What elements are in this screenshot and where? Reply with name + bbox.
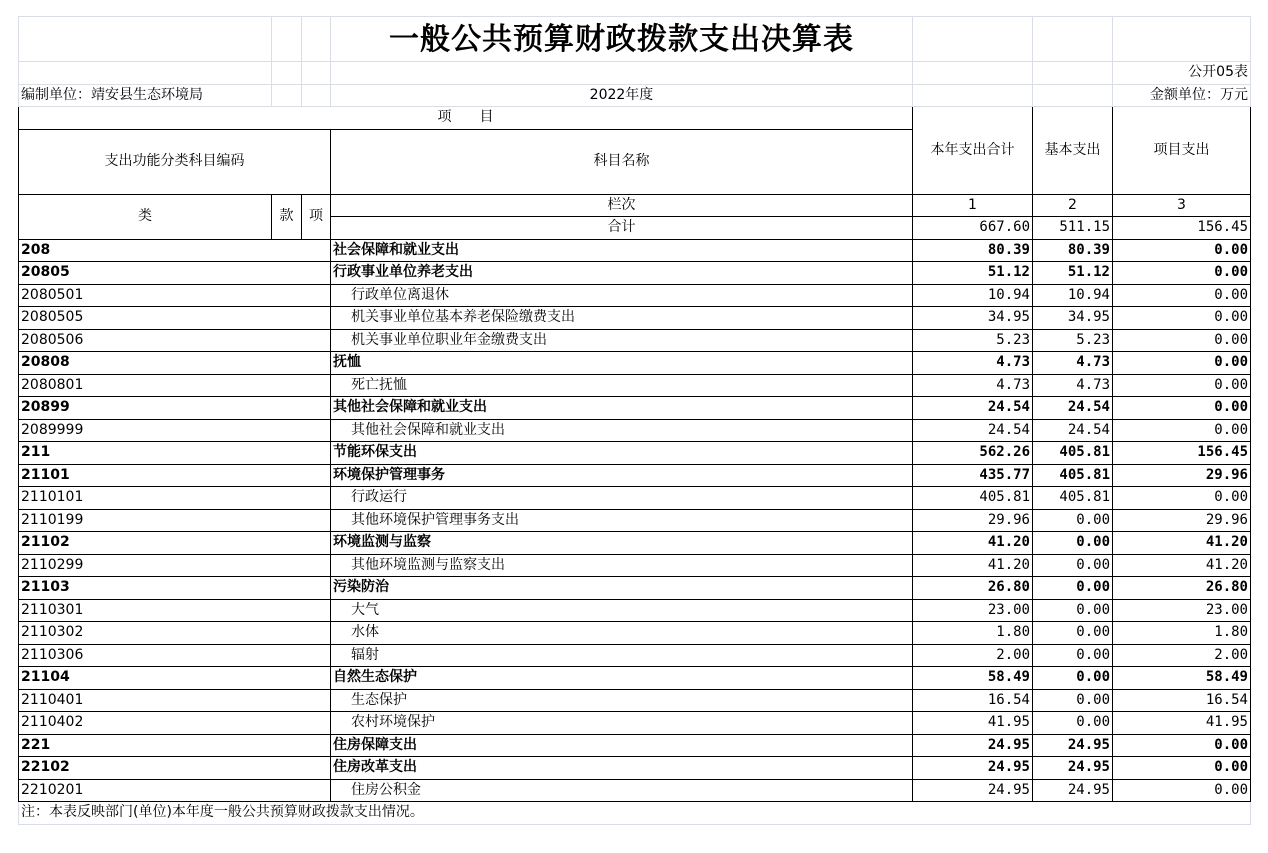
table-row [19,352,1251,375]
table-row [19,239,1251,262]
row-total: 24.95 [913,779,1033,802]
row-name: 生态保护 [331,689,913,712]
row-code: 2089999 [19,419,331,442]
table-row [19,464,1251,487]
row-name: 自然生态保护 [331,667,913,690]
row-total: 1.80 [913,622,1033,645]
row-code: 21103 [19,577,331,600]
row-basic: 0.00 [1033,577,1113,600]
row-basic: 405.81 [1033,442,1113,465]
row-code: 2110301 [19,599,331,622]
row-project: 0.00 [1113,262,1251,285]
row-basic: 0.00 [1033,532,1113,555]
table-row [19,262,1251,285]
row-name: 环境监测与监察 [331,532,913,555]
row-total: 16.54 [913,689,1033,712]
table-row [19,509,1251,532]
row-code: 2110302 [19,622,331,645]
row-code: 2110299 [19,554,331,577]
row-name: 节能环保支出 [331,442,913,465]
row-code: 2110402 [19,712,331,735]
table-row [19,779,1251,802]
row-total: 23.00 [913,599,1033,622]
header-col-project: 项目支出 [1113,107,1251,195]
table-code: 公开05表 [1113,62,1251,85]
blank-cell [913,17,1033,62]
row-total: 10.94 [913,284,1033,307]
row-project: 1.80 [1113,622,1251,645]
row-total: 435.77 [913,464,1033,487]
row-name: 农村环境保护 [331,712,913,735]
row-name: 社会保障和就业支出 [331,239,913,262]
table-row [19,307,1251,330]
row-code: 2110101 [19,487,331,510]
row-basic: 0.00 [1033,554,1113,577]
table-row [19,622,1251,645]
row-code: 2080506 [19,329,331,352]
row-total: 29.96 [913,509,1033,532]
header-index-2: 2 [1033,194,1113,217]
row-project: 29.96 [1113,464,1251,487]
row-project: 0.00 [1113,734,1251,757]
sum-total: 667.60 [913,217,1033,240]
row-name: 住房公积金 [331,779,913,802]
data-rows [19,239,1251,802]
header-lanci: 栏次 [331,194,913,217]
row-basic: 4.73 [1033,374,1113,397]
blank-cell [1033,17,1113,62]
table-row [19,734,1251,757]
row-total: 24.54 [913,397,1033,420]
row-basic: 405.81 [1033,487,1113,510]
row-code: 2080801 [19,374,331,397]
header-index-3: 3 [1113,194,1251,217]
row-basic: 0.00 [1033,712,1113,735]
row-project: 58.49 [1113,667,1251,690]
row-code: 211 [19,442,331,465]
row-project: 0.00 [1113,419,1251,442]
row-total: 4.73 [913,352,1033,375]
header-xiang: 项 [302,194,331,239]
table-row [19,667,1251,690]
row-name: 环境保护管理事务 [331,464,913,487]
table-row [19,644,1251,667]
row-code: 2080501 [19,284,331,307]
row-code: 21104 [19,667,331,690]
row-code: 2080505 [19,307,331,330]
table-row [19,599,1251,622]
row-total: 24.54 [913,419,1033,442]
row-basic: 4.73 [1033,352,1113,375]
table-row [19,487,1251,510]
row-project: 41.20 [1113,554,1251,577]
row-code: 20808 [19,352,331,375]
row-code: 21101 [19,464,331,487]
blank-cell [272,17,302,62]
table-row [19,757,1251,780]
row-project: 41.95 [1113,712,1251,735]
header-lei: 类 [19,194,272,239]
row-total: 41.20 [913,554,1033,577]
header-project: 项 目 [19,107,913,130]
header-index-1: 1 [913,194,1033,217]
table-row [19,419,1251,442]
row-code: 20805 [19,262,331,285]
page-title: 一般公共预算财政拨款支出决算表 [331,17,913,62]
row-project: 0.00 [1113,352,1251,375]
row-name: 死亡抚恤 [331,374,913,397]
row-basic: 405.81 [1033,464,1113,487]
table-row [19,397,1251,420]
row-project: 16.54 [1113,689,1251,712]
row-project: 41.20 [1113,532,1251,555]
row-project: 0.00 [1113,239,1251,262]
footnote: 注：本表反映部门(单位)本年度一般公共预算财政拨款支出情况。 [19,802,1251,825]
row-total: 41.20 [913,532,1033,555]
row-project: 23.00 [1113,599,1251,622]
row-basic: 34.95 [1033,307,1113,330]
row-code: 208 [19,239,331,262]
row-name: 行政单位离退休 [331,284,913,307]
table-row [19,374,1251,397]
budget-table [18,16,1251,825]
row-name: 行政事业单位养老支出 [331,262,913,285]
row-name: 污染防治 [331,577,913,600]
row-name: 水体 [331,622,913,645]
sum-label: 合计 [331,217,913,240]
row-project: 0.00 [1113,487,1251,510]
table-row [19,329,1251,352]
row-total: 24.95 [913,734,1033,757]
row-project: 29.96 [1113,509,1251,532]
row-basic: 24.95 [1033,734,1113,757]
row-name: 大气 [331,599,913,622]
row-total: 58.49 [913,667,1033,690]
row-basic: 5.23 [1033,329,1113,352]
row-basic: 51.12 [1033,262,1113,285]
row-code: 20899 [19,397,331,420]
row-basic: 0.00 [1033,509,1113,532]
row-project: 0.00 [1113,779,1251,802]
table-row [19,712,1251,735]
row-basic: 24.54 [1033,419,1113,442]
blank-cell [1113,17,1251,62]
row-basic: 0.00 [1033,599,1113,622]
row-code: 2110401 [19,689,331,712]
header-code-group: 支出功能分类科目编码 [19,129,331,194]
row-project: 0.00 [1113,329,1251,352]
row-basic: 0.00 [1033,667,1113,690]
row-total: 24.95 [913,757,1033,780]
sum-project: 156.45 [1113,217,1251,240]
row-project: 0.00 [1113,397,1251,420]
spreadsheet [18,16,1250,825]
row-code: 2210201 [19,779,331,802]
row-name: 住房保障支出 [331,734,913,757]
row-basic: 0.00 [1033,689,1113,712]
table-row [19,442,1251,465]
year-label: 2022年度 [331,84,913,107]
blank-cell [19,17,272,62]
row-project: 2.00 [1113,644,1251,667]
row-project: 0.00 [1113,307,1251,330]
row-basic: 80.39 [1033,239,1113,262]
table-row [19,577,1251,600]
row-basic: 24.95 [1033,779,1113,802]
row-code: 2110306 [19,644,331,667]
row-name: 住房改革支出 [331,757,913,780]
table-row [19,689,1251,712]
row-code: 221 [19,734,331,757]
row-total: 26.80 [913,577,1033,600]
unit-label: 编制单位：靖安县生态环境局 [19,84,272,107]
row-name: 其他环境监测与监察支出 [331,554,913,577]
row-name: 辐射 [331,644,913,667]
row-total: 405.81 [913,487,1033,510]
row-project: 156.45 [1113,442,1251,465]
row-name: 其他社会保障和就业支出 [331,419,913,442]
row-name: 抚恤 [331,352,913,375]
row-project: 0.00 [1113,374,1251,397]
row-project: 26.80 [1113,577,1251,600]
amount-unit: 金额单位：万元 [1113,84,1251,107]
row-name: 其他环境保护管理事务支出 [331,509,913,532]
row-total: 562.26 [913,442,1033,465]
header-name: 科目名称 [331,129,913,194]
row-basic: 10.94 [1033,284,1113,307]
row-project: 0.00 [1113,757,1251,780]
row-basic: 0.00 [1033,622,1113,645]
row-total: 80.39 [913,239,1033,262]
sum-basic: 511.15 [1033,217,1113,240]
header-col-basic: 基本支出 [1033,107,1113,195]
table-row [19,532,1251,555]
row-basic: 0.00 [1033,644,1113,667]
row-total: 5.23 [913,329,1033,352]
blank-cell [302,17,331,62]
row-basic: 24.54 [1033,397,1113,420]
row-total: 2.00 [913,644,1033,667]
table-row [19,554,1251,577]
header-kuan: 款 [272,194,302,239]
row-total: 41.95 [913,712,1033,735]
row-name: 行政运行 [331,487,913,510]
row-total: 51.12 [913,262,1033,285]
row-total: 34.95 [913,307,1033,330]
header-col-total: 本年支出合计 [913,107,1033,195]
table-row [19,284,1251,307]
row-name: 其他社会保障和就业支出 [331,397,913,420]
row-code: 2110199 [19,509,331,532]
row-total: 4.73 [913,374,1033,397]
row-name: 机关事业单位基本养老保险缴费支出 [331,307,913,330]
row-project: 0.00 [1113,284,1251,307]
row-basic: 24.95 [1033,757,1113,780]
row-name: 机关事业单位职业年金缴费支出 [331,329,913,352]
row-code: 21102 [19,532,331,555]
row-code: 22102 [19,757,331,780]
